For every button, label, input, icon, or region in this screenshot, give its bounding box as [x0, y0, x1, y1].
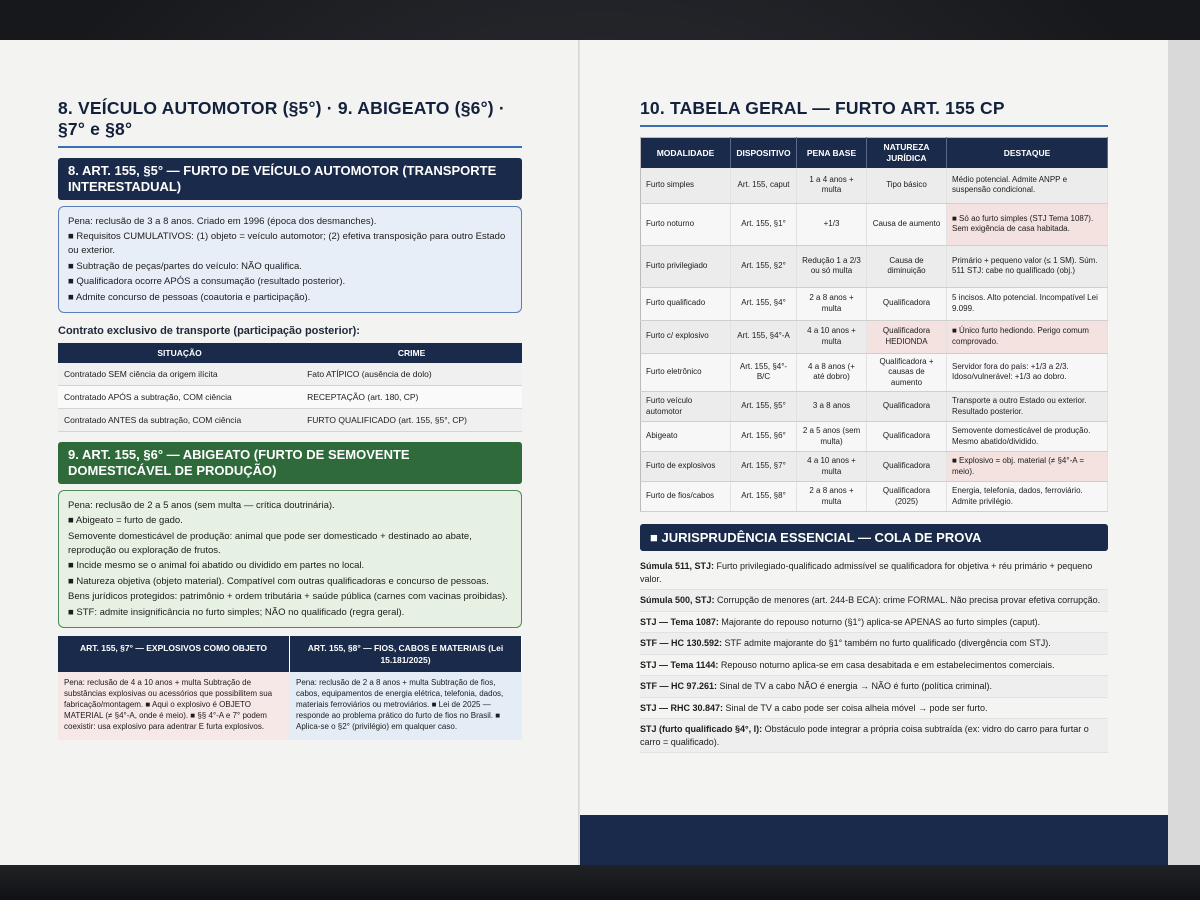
table-cell: Furto veículo automotor: [641, 392, 731, 422]
table-cell: Fato ATÍPICO (ausência de dolo): [301, 363, 522, 386]
table-cell: Causa de diminuição: [867, 245, 947, 287]
table-cell: 4 a 8 anos (+ até dobro): [797, 353, 867, 392]
item-text: Repouso noturno aplica-se em casa desabitada e em estabelecimentos comerciais.: [718, 659, 1055, 670]
table-header: DISPOSITIVO: [731, 138, 797, 169]
list-item: [640, 676, 1108, 698]
table-cell: Art. 155, §6°: [731, 422, 797, 452]
jurisprudence-list: [640, 556, 1108, 753]
table-cell: Transporte a outro Estado ou exterior. Resultado posterior.: [947, 392, 1108, 422]
list-item: [640, 655, 1108, 677]
table-cell: Art. 155, §8°: [731, 482, 797, 512]
table-cell: 2 a 8 anos + multa: [797, 482, 867, 512]
item-text: Obstáculo pode integrar a própria coisa subtraída (ex: vidro do carro para furtar o carro = qualificado).: [640, 724, 1089, 747]
item-label: STJ — RHC 30.847:: [640, 702, 724, 713]
item-label: STJ — Tema 1087:: [640, 616, 719, 627]
list-item: [640, 719, 1108, 753]
table-cell: Art. 155, §4°: [731, 287, 797, 320]
table-cell: 4 a 10 anos + multa: [797, 320, 867, 353]
table-cell: 5 incisos. Alto potencial. Incompatível Lei 9.099.: [947, 287, 1108, 320]
table-row: [641, 320, 1108, 353]
table-row: [58, 386, 522, 409]
sec8-line: ■ Qualificadora ocorre APÓS a consumação (resultado posterior).: [68, 276, 346, 287]
paragraph-8-body: Pena: reclusão de 2 a 8 anos + multa Subtração de fios, cabos, equipamentos de energia elétrica, telefonia, dados, materiais ferroviários ou metroviários. ■ Lei de 2025 — responde ao problema prático do furto de fios no Brasil. ■ Aplica-se o §2° (privilégio) em qualquer caso.: [290, 672, 522, 740]
table-cell: Furto c/ explosivo: [641, 320, 731, 353]
item-label: Súmula 511, STJ:: [640, 561, 715, 571]
footer-bar: [580, 815, 1168, 865]
left-page-title: 8. VEÍCULO AUTOMOTOR (§5°) · 9. ABIGEATO (§6°) · §7° e §8°: [58, 98, 522, 148]
item-label: Súmula 500, STJ:: [640, 595, 715, 605]
table-header: MODALIDADE: [641, 138, 731, 169]
table-cell: Tipo básico: [867, 168, 947, 203]
table-header: CRIME: [301, 343, 522, 363]
table-cell: Furto privilegiado: [641, 245, 731, 287]
table-header: PENA BASE: [797, 138, 867, 169]
table-cell: Causa de aumento: [867, 203, 947, 245]
table-cell: ■ Só ao furto simples (STJ Tema 1087). Sem exigência de casa habitada.: [947, 203, 1108, 245]
table-cell: Art. 155, §7°: [731, 452, 797, 482]
table-cell: Qualificadora + causas de aumento: [867, 353, 947, 392]
table-header: NATUREZA JURÍDICA: [867, 138, 947, 169]
table-cell: Art. 155, caput: [731, 168, 797, 203]
table-cell: 3 a 8 anos: [797, 392, 867, 422]
paragraph-7-column: [58, 636, 290, 740]
sec9-line: Semovente domesticável de produção: animal que pode ser domesticado + destinado ao abate, reprodução ou exploração de frutos.: [68, 530, 472, 556]
item-text: Sinal de TV a cabo NÃO é energia → NÃO é furto (política criminal).: [717, 681, 992, 691]
table-cell: Servidor fora do país: +1/3 a 2/3. Idoso/vulnerável: +1/3 ao dobro.: [947, 353, 1108, 392]
paragraph-7-heading: ART. 155, §7° — EXPLOSIVOS COMO OBJETO: [58, 636, 290, 672]
table-row: [641, 482, 1108, 512]
list-item: [640, 590, 1108, 612]
table-cell: Furto simples: [641, 168, 731, 203]
table-cell: Contratado SEM ciência da origem ilícita: [58, 363, 301, 386]
table-cell: Furto de fios/cabos: [641, 482, 731, 512]
table-cell: 1 a 4 anos + multa: [797, 168, 867, 203]
list-item: [640, 698, 1108, 720]
table-cell: Qualificadora: [867, 392, 947, 422]
item-text: Corrupção de menores (art. 244-B ECA): crime FORMAL. Não precisa provar efetiva corrupção.: [714, 595, 1101, 605]
table-cell: Qualificadora (2025): [867, 482, 947, 512]
table-cell: Qualificadora: [867, 287, 947, 320]
table-cell: ■ Explosivo = obj. material (≠ §4°-A = meio).: [947, 452, 1108, 482]
table-row: [58, 363, 522, 386]
table-cell: Furto de explosivos: [641, 452, 731, 482]
section-9-infobox: [58, 490, 522, 628]
table-cell: Primário + pequeno valor (≤ 1 SM). Súm. 511 STJ: cabe no qualificado (obj.): [947, 245, 1108, 287]
sec9-line: ■ Natureza objetiva (objeto material). Compatível com outras qualificadoras e concurso de pessoas.: [68, 575, 489, 587]
right-page-title: 10. TABELA GERAL — FURTO ART. 155 CP: [640, 98, 1108, 127]
table-cell: Furto eletrônico: [641, 353, 731, 392]
table-row: [641, 422, 1108, 452]
list-item: [640, 612, 1108, 634]
item-label: STJ — Tema 1144:: [640, 659, 719, 670]
monitor-bottom-edge: [0, 865, 1200, 900]
list-item: [640, 556, 1108, 590]
left-page: [0, 40, 580, 865]
table-cell: FURTO QUALIFICADO (art. 155, §5°, CP): [301, 409, 522, 432]
table-cell: 4 a 10 anos + multa: [797, 452, 867, 482]
paragraphs-7-8: [58, 636, 522, 740]
table-cell: Redução 1 a 2/3 ou só multa: [797, 245, 867, 287]
sec9-line: ■ Abigeato = furto de gado.: [68, 515, 183, 526]
table-row: [641, 452, 1108, 482]
sec9-line: Pena: reclusão de 2 a 5 anos (sem multa — crítica doutrinária).: [68, 499, 335, 511]
sec8-line: ■ Admite concurso de pessoas (coautoria e participação).: [68, 291, 311, 303]
item-text: Furto privilegiado-qualificado admissível se qualificadora for objetiva + réu primário + pequeno valor.: [640, 561, 1093, 584]
table-cell: Art. 155, §5°: [731, 392, 797, 422]
table-cell: Contratado ANTES da subtração, COM ciência: [58, 409, 301, 432]
sec8-line: ■ Subtração de peças/partes do veículo: NÃO qualifica.: [68, 260, 302, 272]
item-text: Majorante do repouso noturno (§1°) aplica-se APENAS ao furto simples (caput).: [718, 616, 1041, 627]
table-cell: Furto noturno: [641, 203, 731, 245]
section-9-banner: 9. ART. 155, §6° — ABIGEATO (FURTO DE SEMOVENTE DOMESTICÁVEL DE PRODUÇÃO): [58, 442, 522, 484]
sec9-line: Bens jurídicos protegidos: patrimônio + ordem tributária + saúde pública (carnes com vacinas proibidas).: [68, 591, 508, 602]
table-cell: +1/3: [797, 203, 867, 245]
table-cell: Contratado APÓS a subtração, COM ciência: [58, 386, 301, 409]
table-row: [58, 409, 522, 432]
table-cell: ■ Único furto hediondo. Perigo comum comprovado.: [947, 320, 1108, 353]
table-cell: RECEPTAÇÃO (art. 180, CP): [301, 386, 522, 409]
contract-title: Contrato exclusivo de transporte (participação posterior):: [58, 325, 360, 337]
table-cell: Médio potencial. Admite ANPP e suspensão condicional.: [947, 168, 1108, 203]
section-8-banner: 8. ART. 155, §5° — FURTO DE VEÍCULO AUTOMOTOR (TRANSPORTE INTERESTADUAL): [58, 158, 522, 200]
item-label: STF — HC 97.261:: [640, 681, 718, 691]
table-cell: Art. 155, §2°: [731, 245, 797, 287]
table-cell: 2 a 5 anos (sem multa): [797, 422, 867, 452]
item-label: STJ (furto qualificado §4°, I):: [640, 724, 763, 734]
table-cell: Art. 155, §4°-B/C: [731, 353, 797, 392]
table-cell: Semovente domesticável de produção. Mesmo abatido/dividido.: [947, 422, 1108, 452]
contract-table: [58, 343, 522, 432]
table-cell: Qualificadora HEDIONDA: [867, 320, 947, 353]
table-cell: Qualificadora: [867, 422, 947, 452]
table-row: [641, 353, 1108, 392]
table-cell: Qualificadora: [867, 452, 947, 482]
jurisprudence-banner: ■ JURISPRUDÊNCIA ESSENCIAL — COLA DE PROVA: [640, 524, 1108, 551]
table-cell: Art. 155, §4°-A: [731, 320, 797, 353]
sec9-line: ■ Incide mesmo se o animal foi abatido ou dividido em partes no local.: [68, 560, 365, 571]
sec9-line: ■ STF: admite insignificância no furto simples; NÃO no qualificado (regra geral).: [68, 606, 405, 618]
section-8-infobox: [58, 206, 522, 313]
general-table: [640, 137, 1108, 512]
paragraph-8-heading: ART. 155, §8° — FIOS, CABOS E MATERIAIS (Lei 15.181/2025): [290, 636, 522, 672]
table-cell: Art. 155, §1°: [731, 203, 797, 245]
item-text: Sinal de TV a cabo pode ser coisa alheia móvel → pode ser furto.: [723, 702, 988, 713]
item-text: STF admite majorante do §1° também no furto qualificado (divergência com STJ).: [722, 638, 1051, 648]
right-page: [580, 40, 1168, 865]
table-cell: Energia, telefonia, dados, ferroviário. Admite privilégio.: [947, 482, 1108, 512]
paragraph-7-body: Pena: reclusão de 4 a 10 anos + multa Subtração de substâncias explosivas ou acessórios que possibilitem sua fabricação/montagem. ■ Aqui o explosivo é OBJETO MATERIAL (≠ §4°-A, onde é meio). ■ §§ 4°-A e 7° podem coexistir: usa explosivo para adentrar E furta explosivos.: [58, 672, 290, 740]
screen: [0, 40, 1200, 865]
table-row: [641, 245, 1108, 287]
sec8-line: ■ Requisitos CUMULATIVOS: (1) objeto = veículo automotor; (2) efetiva transposição para outro Estado ou exterior.: [68, 231, 506, 256]
sec8-line: Pena: reclusão de 3 a 8 anos. Criado em 1996 (época dos desmanches).: [68, 215, 377, 227]
item-label: STF — HC 130.592:: [640, 638, 723, 648]
table-row: [641, 203, 1108, 245]
table-cell: Abigeato: [641, 422, 731, 452]
paragraph-8-column: [290, 636, 522, 740]
table-row: [641, 392, 1108, 422]
table-cell: Furto qualificado: [641, 287, 731, 320]
table-row: [641, 168, 1108, 203]
table-header: DESTAQUE: [947, 138, 1108, 169]
list-item: [640, 633, 1108, 655]
table-header: SITUAÇÃO: [58, 343, 301, 363]
table-row: [641, 287, 1108, 320]
table-cell: 2 a 8 anos + multa: [797, 287, 867, 320]
